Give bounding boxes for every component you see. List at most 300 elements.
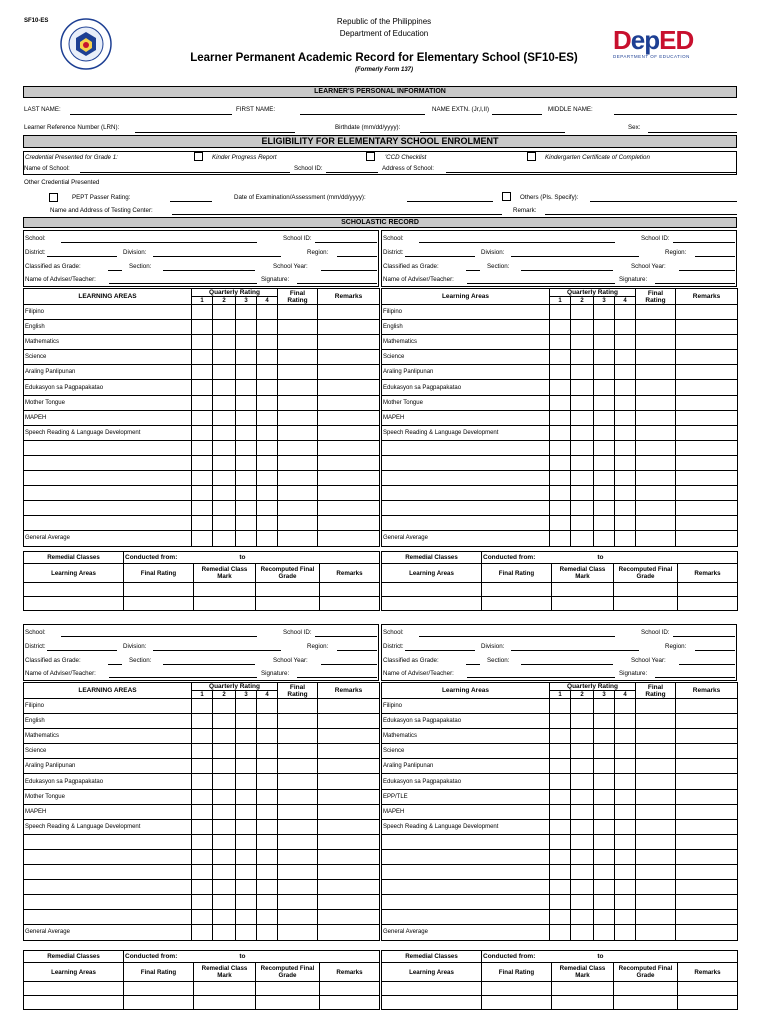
grade-cell[interactable] [213,804,236,819]
grade-cell[interactable] [318,804,380,819]
grade-cell[interactable] [236,455,257,470]
grade-cell[interactable] [318,880,380,895]
division-field[interactable] [153,650,281,651]
school-field[interactable] [61,636,257,637]
grade-cell[interactable] [594,455,615,470]
grade-cell[interactable] [192,486,213,501]
remedial-cell[interactable] [24,996,124,1010]
grade-cell[interactable] [550,320,571,335]
grade-cell[interactable] [615,350,636,365]
grade-cell[interactable] [550,744,571,759]
grade-cell[interactable] [676,699,738,714]
grade-cell[interactable] [192,305,213,320]
remedial-cell[interactable] [614,996,678,1010]
grade-cell[interactable] [257,305,278,320]
grade-cell[interactable] [257,365,278,380]
grade-cell[interactable] [236,440,257,455]
grade-cell[interactable] [571,410,594,425]
grade-cell[interactable] [676,455,738,470]
grade-cell[interactable] [318,425,380,440]
grade-cell[interactable] [676,471,738,486]
remedial-cell[interactable] [482,982,552,996]
school-id-field[interactable] [673,242,735,243]
grade-cell[interactable] [615,744,636,759]
grade-cell[interactable] [594,425,615,440]
school-year-field[interactable] [679,270,735,271]
grade-cell[interactable] [594,305,615,320]
grade-cell[interactable] [278,729,318,744]
grade-cell[interactable] [278,320,318,335]
grade-cell[interactable] [213,895,236,910]
grade-cell[interactable] [636,759,676,774]
grade-cell[interactable] [192,350,213,365]
grade-cell[interactable] [278,789,318,804]
signature-field[interactable] [655,283,735,284]
grade-cell[interactable] [615,305,636,320]
grade-cell[interactable] [318,895,380,910]
remedial-cell[interactable] [678,982,738,996]
grade-cell[interactable] [676,486,738,501]
grade-cell[interactable] [318,395,380,410]
grade-cell[interactable] [571,759,594,774]
grade-cell[interactable] [615,320,636,335]
grade-cell[interactable] [594,335,615,350]
grade-cell[interactable] [236,471,257,486]
grade-cell[interactable] [278,865,318,880]
grade-cell[interactable] [550,516,571,531]
grade-cell[interactable] [550,849,571,864]
grade-cell[interactable] [278,471,318,486]
grade-cell[interactable] [571,910,594,925]
grade-cell[interactable] [676,350,738,365]
grade-cell[interactable] [636,350,676,365]
grade-cell[interactable] [571,744,594,759]
remark-field[interactable] [545,214,737,215]
remedial-cell[interactable] [552,996,614,1010]
first-name-field[interactable] [300,114,425,115]
grade-cell[interactable] [236,320,257,335]
middle-name-field[interactable] [614,114,737,115]
grade-cell[interactable] [278,759,318,774]
grade-cell[interactable] [615,516,636,531]
grade-cell[interactable] [257,320,278,335]
grade-cell[interactable] [594,516,615,531]
grade-cell[interactable] [676,365,738,380]
general-average-cell[interactable] [676,925,738,940]
grade-cell[interactable] [615,729,636,744]
grade-cell[interactable] [278,486,318,501]
remedial-cell[interactable] [256,583,320,597]
grade-cell[interactable] [615,849,636,864]
grade-cell[interactable] [550,395,571,410]
grade-cell[interactable] [257,516,278,531]
grade-cell[interactable] [676,516,738,531]
grade-cell[interactable] [192,865,213,880]
division-field[interactable] [511,256,639,257]
remedial-cell[interactable] [124,597,194,611]
grade-cell[interactable] [236,410,257,425]
grade-cell[interactable] [213,395,236,410]
grade-cell[interactable] [571,455,594,470]
pept-rating-field[interactable] [170,201,212,202]
grade-cell[interactable] [192,425,213,440]
grade-cell[interactable] [550,865,571,880]
grade-cell[interactable] [278,880,318,895]
remedial-cell[interactable] [194,583,256,597]
grade-cell[interactable] [571,774,594,789]
grade-cell[interactable] [213,365,236,380]
grade-cell[interactable] [676,729,738,744]
grade-cell[interactable] [213,865,236,880]
grade-cell[interactable] [318,410,380,425]
general-average-cell[interactable] [676,531,738,546]
grade-cell[interactable] [550,410,571,425]
grade-cell[interactable] [594,365,615,380]
grade-cell[interactable] [278,395,318,410]
grade-cell[interactable] [318,834,380,849]
grade-cell[interactable] [594,440,615,455]
grade-cell[interactable] [636,455,676,470]
grade-cell[interactable] [213,910,236,925]
grade-cell[interactable] [236,759,257,774]
general-average-cell[interactable] [615,531,636,546]
grade-cell[interactable] [257,455,278,470]
grade-cell[interactable] [615,365,636,380]
grade-cell[interactable] [636,365,676,380]
signature-field[interactable] [655,677,735,678]
grade-cell[interactable] [318,789,380,804]
remedial-cell[interactable] [256,982,320,996]
grade-cell[interactable] [236,849,257,864]
grade-cell[interactable] [571,849,594,864]
grade-cell[interactable] [615,410,636,425]
grade-cell[interactable] [257,744,278,759]
remedial-cell[interactable] [382,583,482,597]
grade-cell[interactable] [594,714,615,729]
grade-cell[interactable] [257,350,278,365]
grade-cell[interactable] [594,699,615,714]
grade-cell[interactable] [550,789,571,804]
grade-cell[interactable] [236,486,257,501]
grade-cell[interactable] [236,910,257,925]
grade-cell[interactable] [318,849,380,864]
grade-cell[interactable] [550,895,571,910]
grade-cell[interactable] [676,819,738,834]
grade-cell[interactable] [213,320,236,335]
grade-cell[interactable] [676,880,738,895]
grade-cell[interactable] [318,819,380,834]
grade-cell[interactable] [550,834,571,849]
grade-cell[interactable] [594,774,615,789]
grade-cell[interactable] [594,501,615,516]
general-average-cell[interactable] [318,925,380,940]
address-field[interactable] [446,172,736,173]
grade-cell[interactable] [615,395,636,410]
grade-cell[interactable] [550,880,571,895]
grade-cell[interactable] [257,699,278,714]
grade-cell[interactable] [676,410,738,425]
grade-cell[interactable] [257,865,278,880]
grade-cell[interactable] [278,744,318,759]
grade-cell[interactable] [257,774,278,789]
name-of-school-field[interactable] [80,172,290,173]
grade-cell[interactable] [594,350,615,365]
grade-cell[interactable] [257,486,278,501]
remedial-cell[interactable] [24,583,124,597]
grade-cell[interactable] [571,895,594,910]
grade-cell[interactable] [318,910,380,925]
grade-cell[interactable] [213,699,236,714]
grade-cell[interactable] [318,759,380,774]
grade-cell[interactable] [676,865,738,880]
remedial-cell[interactable] [24,982,124,996]
grade-cell[interactable] [318,365,380,380]
remedial-cell[interactable] [320,996,380,1010]
grade-cell[interactable] [676,714,738,729]
grade-cell[interactable] [213,380,236,395]
grade-cell[interactable] [192,804,213,819]
grade-cell[interactable] [278,774,318,789]
grade-cell[interactable] [636,320,676,335]
grade-cell[interactable] [636,410,676,425]
grade-cell[interactable] [278,365,318,380]
others-field[interactable] [590,201,737,202]
grade-cell[interactable] [236,789,257,804]
grade-cell[interactable] [257,880,278,895]
grade-cell[interactable] [550,455,571,470]
grade-cell[interactable] [676,305,738,320]
grade-cell[interactable] [594,819,615,834]
grade-cell[interactable] [594,471,615,486]
grade-cell[interactable] [213,501,236,516]
district-field[interactable] [405,256,475,257]
grade-cell[interactable] [318,305,380,320]
grade-cell[interactable] [257,380,278,395]
grade-cell[interactable] [571,425,594,440]
grade-cell[interactable] [236,729,257,744]
grade-cell[interactable] [213,789,236,804]
grade-cell[interactable] [278,834,318,849]
grade-cell[interactable] [594,804,615,819]
grade-cell[interactable] [636,395,676,410]
grade-cell[interactable] [615,819,636,834]
grade-cell[interactable] [594,395,615,410]
grade-cell[interactable] [636,804,676,819]
grade-cell[interactable] [318,440,380,455]
grade-cell[interactable] [636,501,676,516]
grade-cell[interactable] [571,471,594,486]
remedial-cell[interactable] [124,996,194,1010]
grade-cell[interactable] [257,335,278,350]
remedial-cell[interactable] [320,597,380,611]
grade-cell[interactable] [318,486,380,501]
general-average-cell[interactable] [192,925,213,940]
remedial-cell[interactable] [320,583,380,597]
grade-cell[interactable] [676,834,738,849]
date-exam-field[interactable] [407,201,493,202]
grade-cell[interactable] [192,880,213,895]
general-average-cell[interactable] [192,531,213,546]
remedial-cell[interactable] [482,583,552,597]
grade-cell[interactable] [571,440,594,455]
adviser-field[interactable] [109,283,257,284]
grade-cell[interactable] [278,516,318,531]
grade-cell[interactable] [550,335,571,350]
grade-cell[interactable] [192,910,213,925]
grade-cell[interactable] [257,395,278,410]
remedial-cell[interactable] [614,597,678,611]
grade-cell[interactable] [636,425,676,440]
grade-cell[interactable] [192,395,213,410]
general-average-cell[interactable] [257,925,278,940]
grade-cell[interactable] [213,759,236,774]
grade-cell[interactable] [192,714,213,729]
grade-cell[interactable] [594,380,615,395]
grade-cell[interactable] [278,699,318,714]
grade-cell[interactable] [550,365,571,380]
grade-cell[interactable] [636,471,676,486]
grade-cell[interactable] [550,425,571,440]
grade-cell[interactable] [257,714,278,729]
grade-cell[interactable] [550,804,571,819]
general-average-cell[interactable] [257,531,278,546]
grade-cell[interactable] [571,714,594,729]
grade-cell[interactable] [676,849,738,864]
grade-field[interactable] [108,664,122,665]
region-field[interactable] [337,650,377,651]
grade-cell[interactable] [571,320,594,335]
grade-cell[interactable] [318,455,380,470]
general-average-cell[interactable] [318,531,380,546]
grade-cell[interactable] [636,880,676,895]
grade-cell[interactable] [192,516,213,531]
grade-cell[interactable] [318,865,380,880]
grade-cell[interactable] [615,380,636,395]
grade-cell[interactable] [257,729,278,744]
grade-cell[interactable] [257,425,278,440]
grade-cell[interactable] [278,849,318,864]
grade-cell[interactable] [213,729,236,744]
general-average-cell[interactable] [550,925,571,940]
grade-cell[interactable] [615,789,636,804]
remedial-cell[interactable] [552,982,614,996]
remedial-cell[interactable] [482,597,552,611]
grade-cell[interactable] [636,849,676,864]
grade-cell[interactable] [571,516,594,531]
section-field[interactable] [521,270,613,271]
general-average-cell[interactable] [278,925,318,940]
grade-cell[interactable] [278,335,318,350]
remedial-cell[interactable] [320,982,380,996]
grade-cell[interactable] [236,895,257,910]
grade-cell[interactable] [571,865,594,880]
grade-cell[interactable] [192,471,213,486]
grade-cell[interactable] [594,410,615,425]
grade-cell[interactable] [278,410,318,425]
school-id-field[interactable] [315,242,377,243]
grade-cell[interactable] [676,320,738,335]
eccd-checkbox[interactable] [366,152,375,161]
grade-cell[interactable] [636,516,676,531]
district-field[interactable] [47,650,117,651]
grade-cell[interactable] [318,335,380,350]
remedial-cell[interactable] [614,982,678,996]
grade-cell[interactable] [636,834,676,849]
grade-cell[interactable] [192,320,213,335]
kinder-cert-checkbox[interactable] [527,152,536,161]
grade-cell[interactable] [636,335,676,350]
grade-cell[interactable] [213,819,236,834]
grade-cell[interactable] [636,729,676,744]
grade-cell[interactable] [550,501,571,516]
lrn-field[interactable] [135,132,295,133]
grade-cell[interactable] [278,305,318,320]
grade-cell[interactable] [213,774,236,789]
grade-cell[interactable] [615,804,636,819]
grade-cell[interactable] [615,865,636,880]
grade-cell[interactable] [213,440,236,455]
grade-cell[interactable] [676,395,738,410]
grade-cell[interactable] [318,729,380,744]
grade-cell[interactable] [594,789,615,804]
general-average-cell[interactable] [236,925,257,940]
grade-cell[interactable] [571,699,594,714]
grade-cell[interactable] [318,699,380,714]
remedial-cell[interactable] [678,583,738,597]
grade-cell[interactable] [236,305,257,320]
grade-cell[interactable] [236,365,257,380]
grade-cell[interactable] [318,471,380,486]
general-average-cell[interactable] [571,925,594,940]
grade-cell[interactable] [550,714,571,729]
grade-cell[interactable] [213,486,236,501]
division-field[interactable] [511,650,639,651]
grade-cell[interactable] [594,729,615,744]
grade-cell[interactable] [236,819,257,834]
grade-cell[interactable] [571,350,594,365]
general-average-cell[interactable] [213,925,236,940]
grade-cell[interactable] [192,819,213,834]
grade-cell[interactable] [257,834,278,849]
grade-cell[interactable] [192,410,213,425]
grade-cell[interactable] [257,789,278,804]
birthdate-field[interactable] [420,132,565,133]
grade-cell[interactable] [571,834,594,849]
grade-cell[interactable] [571,729,594,744]
grade-cell[interactable] [615,910,636,925]
grade-cell[interactable] [550,380,571,395]
grade-cell[interactable] [318,774,380,789]
grade-cell[interactable] [278,380,318,395]
remedial-cell[interactable] [124,583,194,597]
remedial-cell[interactable] [124,982,194,996]
grade-cell[interactable] [236,699,257,714]
grade-cell[interactable] [676,910,738,925]
grade-cell[interactable] [550,486,571,501]
division-field[interactable] [153,256,281,257]
grade-cell[interactable] [278,350,318,365]
remedial-cell[interactable] [382,597,482,611]
grade-cell[interactable] [636,774,676,789]
last-name-field[interactable] [70,114,232,115]
grade-cell[interactable] [571,486,594,501]
grade-cell[interactable] [192,501,213,516]
adviser-field[interactable] [467,677,615,678]
grade-cell[interactable] [676,895,738,910]
remedial-cell[interactable] [382,982,482,996]
grade-cell[interactable] [278,804,318,819]
grade-cell[interactable] [213,410,236,425]
